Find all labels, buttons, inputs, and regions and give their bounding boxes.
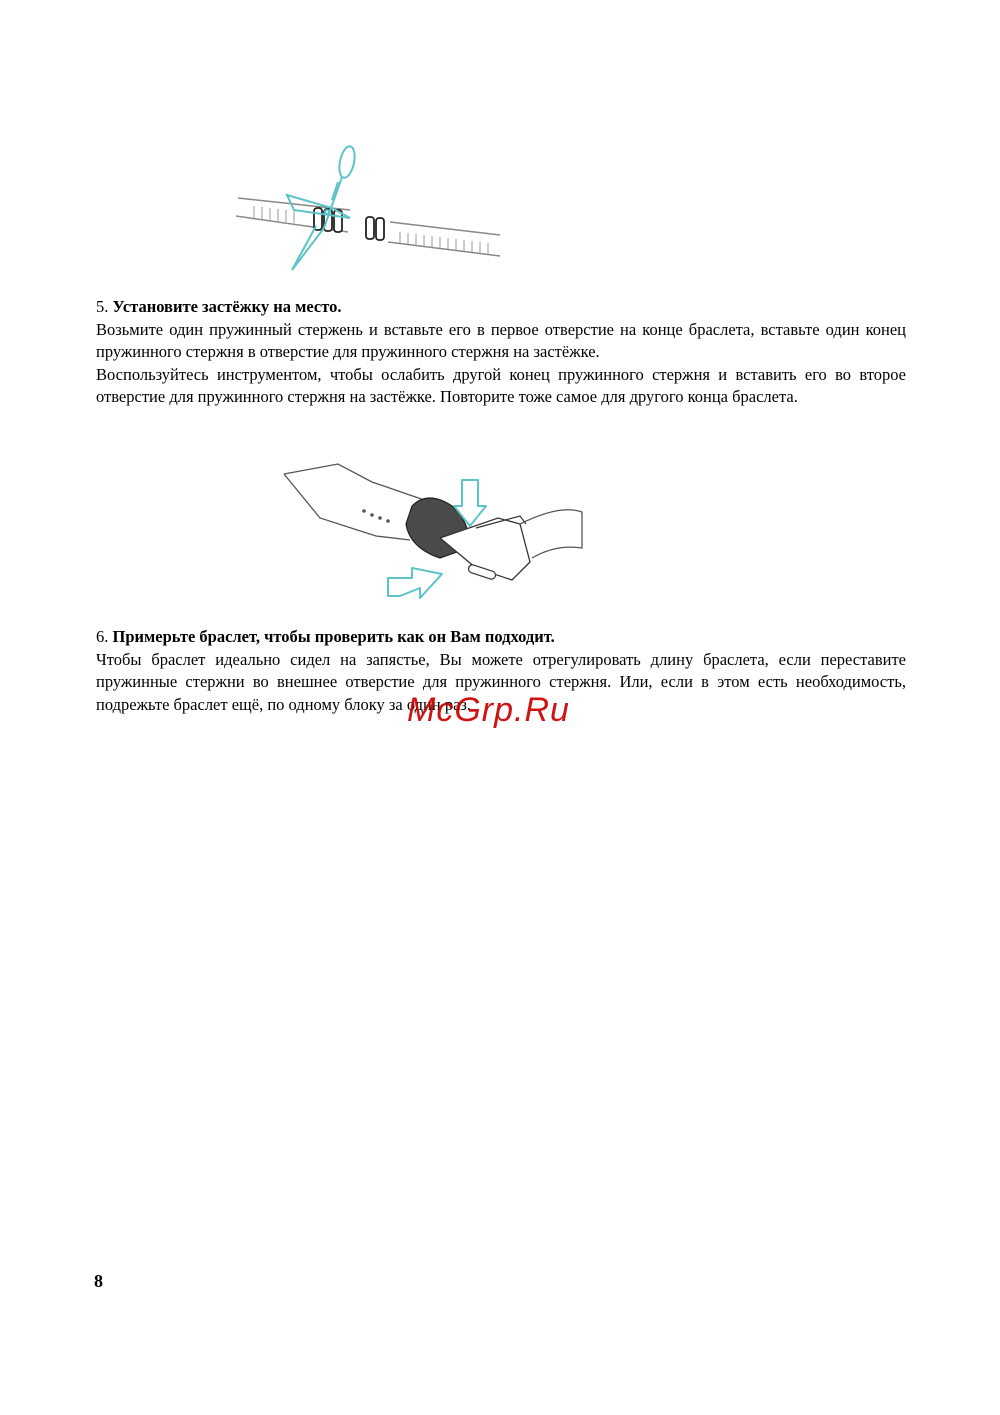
step-6-paragraph-1: Чтобы браслет идеально сидел на запястье, Вы можете отрегулировать длину браслета, если переставите пружинные стержни во внешнее отверстие для пружинного стержня. Или, если в этом есть необходимость, подрежьте браслет ещё, по одному блоку за один раз. [96, 649, 906, 714]
watermark: McGrp.Ru [407, 691, 570, 729]
install-clasp-illustration [280, 458, 590, 608]
cut-bracelet-illustration [232, 140, 507, 275]
step-5-heading [96, 296, 906, 319]
step-5-number: 5. [96, 297, 109, 316]
page-number: 8 [94, 1271, 103, 1291]
step-5-section [96, 296, 906, 409]
step-5-title: Установите застёжку на место. [112, 297, 342, 316]
step-6-number: 6. [96, 627, 109, 646]
step-5-paragraph-1: Возьмите один пружинный стержень и вставьте его в первое отверстие на конце браслета, вставьте один конец пружинного стержня в отверстие для пружинного стержня на застёжке. [96, 319, 906, 361]
step-6-heading [96, 626, 906, 649]
step-6-title: Примерьте браслет, чтобы проверить как он Вам подходит. [112, 627, 555, 646]
step-5-paragraph-2: Воспользуйтесь инструментом, чтобы ослабить другой конец пружинного стержня и вставить его во второе отверстие для пружинного стержня на застёжке. Повторите тоже самое для другого конца браслета. [96, 364, 906, 406]
